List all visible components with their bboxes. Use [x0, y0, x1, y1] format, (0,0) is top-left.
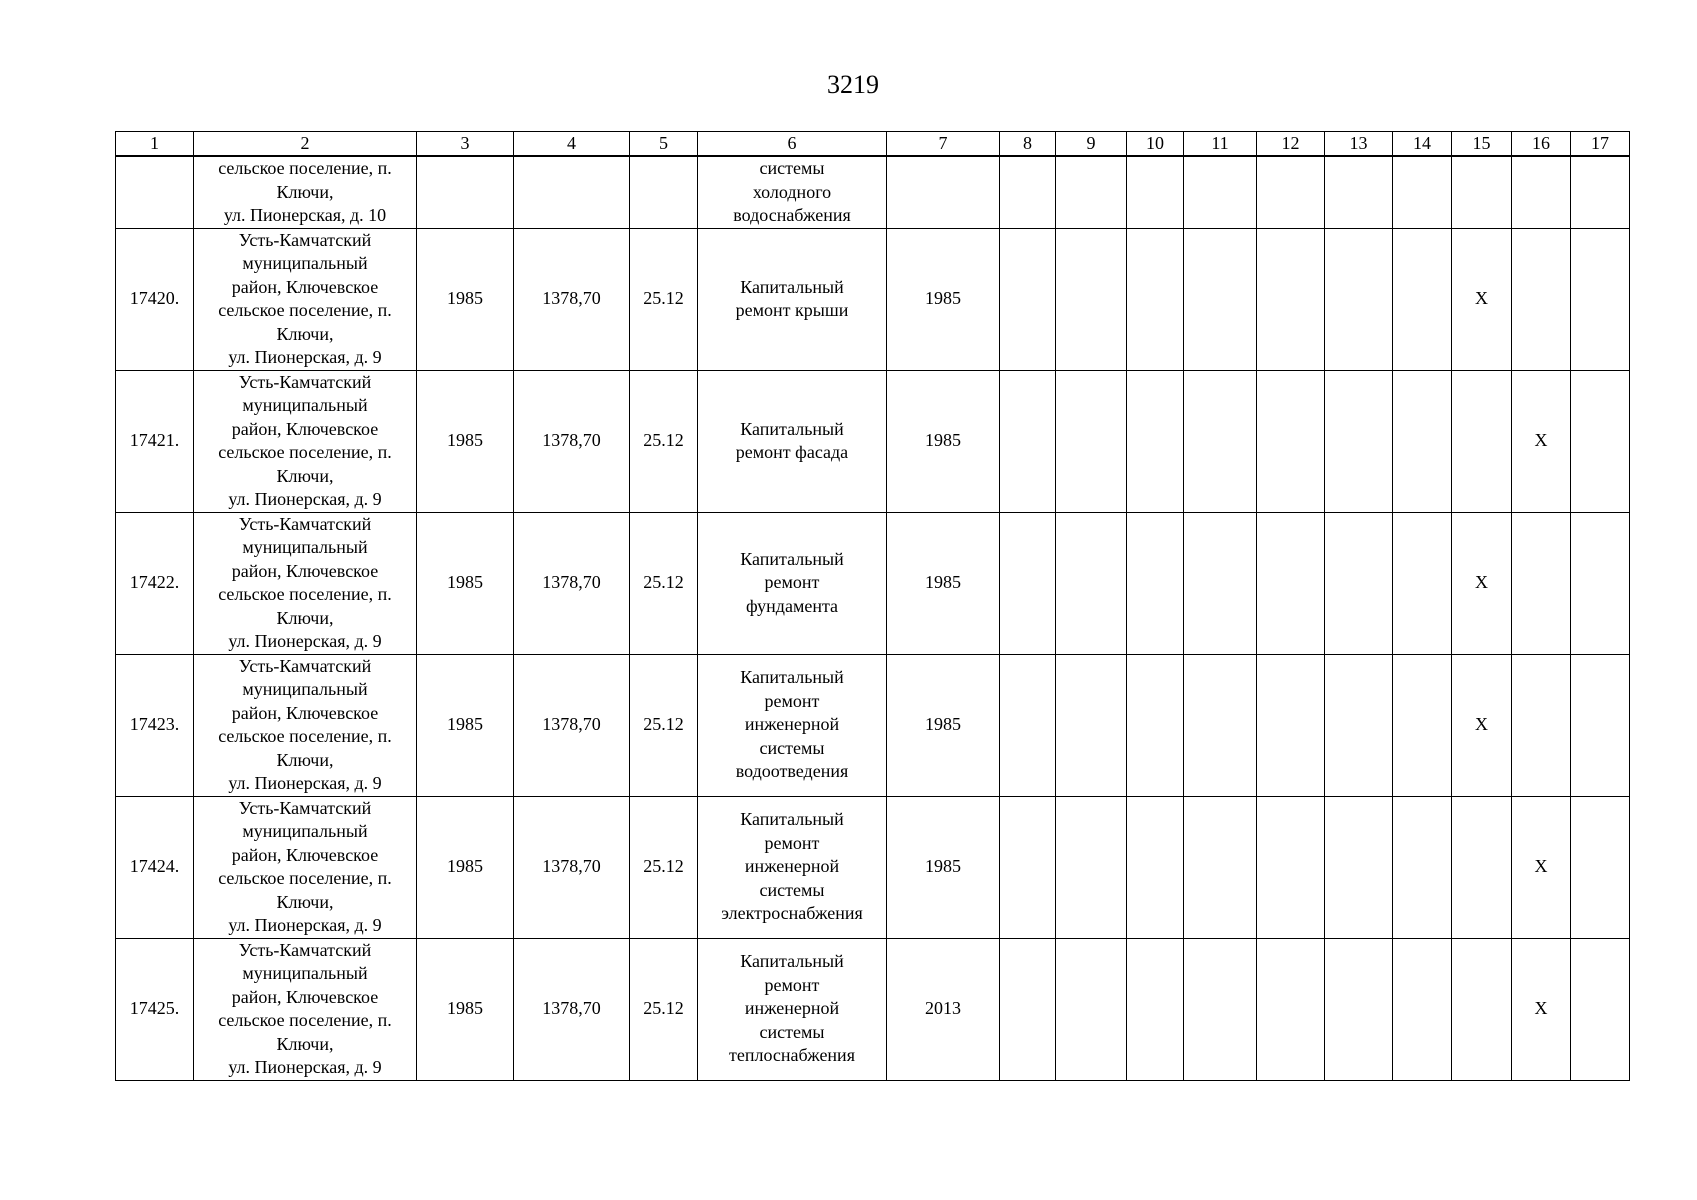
column-8-cell — [1000, 228, 1056, 370]
column-16-mark-cell — [1512, 370, 1571, 512]
area-text: 1378,70 — [542, 430, 601, 451]
row-number-cell — [116, 370, 194, 512]
row-number-cell — [116, 156, 194, 228]
column-header: 13 — [1325, 132, 1393, 157]
value-cell — [630, 370, 698, 512]
area-cell — [514, 654, 630, 796]
address-cell — [194, 370, 417, 512]
value-cell — [630, 796, 698, 938]
column-16-mark-text: X — [1534, 430, 1548, 451]
column-9-cell — [1056, 156, 1127, 228]
column-9-cell — [1056, 654, 1127, 796]
year-built-text: 1985 — [447, 288, 483, 309]
row-number-text: 17420. — [129, 288, 180, 309]
year-built-cell — [417, 654, 514, 796]
area-text: 1378,70 — [542, 714, 601, 735]
column-13-cell — [1325, 654, 1393, 796]
column-13-cell — [1325, 938, 1393, 1080]
column-12-cell — [1257, 156, 1325, 228]
column-16-mark-cell — [1512, 512, 1571, 654]
column-16-mark-cell — [1512, 156, 1571, 228]
table-row — [116, 512, 1630, 654]
column-header: 7 — [887, 132, 1000, 157]
value-cell — [630, 938, 698, 1080]
column-14-cell — [1393, 156, 1452, 228]
area-text: 1378,70 — [542, 998, 601, 1019]
work-type-text: Капитальный ремонт фундамента — [740, 548, 844, 616]
column-15-mark-text: X — [1475, 572, 1488, 593]
work-type-text: Капитальный ремонт крыши — [735, 276, 849, 320]
value-cell — [630, 654, 698, 796]
work-type-text: Капитальный ремонт инженерной системы теплоснабжения — [729, 951, 855, 1066]
column-14-cell — [1393, 370, 1452, 512]
column-12-cell — [1257, 370, 1325, 512]
year-built-cell — [417, 796, 514, 938]
row-number-cell — [116, 228, 194, 370]
row-number-text: 17425. — [129, 998, 180, 1019]
column-13-cell — [1325, 796, 1393, 938]
row-number-cell — [116, 654, 194, 796]
column-15-mark-cell — [1452, 370, 1512, 512]
column-header: 1 — [116, 132, 194, 157]
column-header: 5 — [630, 132, 698, 157]
column-15-mark-text: X — [1475, 288, 1488, 309]
address-text: Усть-Камчатский муниципальный район, Ключевское сельское поселение, п. Ключи, ул. Пионерская, д. 9 — [218, 939, 392, 1077]
address-cell — [194, 938, 417, 1080]
area-text: 1378,70 — [542, 572, 601, 593]
work-type-cell — [698, 228, 887, 370]
address-text: Усть-Камчатский муниципальный район, Ключевское сельское поселение, п. Ключи, ул. Пионерская, д. 9 — [218, 371, 392, 509]
column-9-cell — [1056, 796, 1127, 938]
column-14-cell — [1393, 512, 1452, 654]
column-17-cell — [1571, 512, 1630, 654]
value-cell — [630, 228, 698, 370]
column-10-cell — [1127, 228, 1184, 370]
column-12-cell — [1257, 228, 1325, 370]
value-text: 25.12 — [643, 714, 684, 735]
column-13-cell — [1325, 156, 1393, 228]
column-11-cell — [1184, 654, 1257, 796]
column-14-cell — [1393, 654, 1452, 796]
year-built-text: 1985 — [447, 430, 483, 451]
value-text: 25.12 — [643, 998, 684, 1019]
column-11-cell — [1184, 156, 1257, 228]
column-8-cell — [1000, 512, 1056, 654]
column-15-mark-cell — [1452, 512, 1512, 654]
work-type-cell — [698, 156, 887, 228]
column-11-cell — [1184, 228, 1257, 370]
column-header: 6 — [698, 132, 887, 157]
area-cell — [514, 512, 630, 654]
column-16-mark-text: X — [1534, 856, 1548, 877]
table-row — [116, 228, 1630, 370]
address-cell — [194, 228, 417, 370]
column-17-cell — [1571, 796, 1630, 938]
work-type-text: Капитальный ремонт инженерной системы электроснабжения — [721, 809, 863, 924]
value-text: 25.12 — [643, 572, 684, 593]
work-type-cell — [698, 512, 887, 654]
column-16-mark-cell — [1512, 228, 1571, 370]
column-8-cell — [1000, 156, 1056, 228]
work-year-text: 1985 — [925, 288, 961, 309]
column-15-mark-cell — [1452, 156, 1512, 228]
column-8-cell — [1000, 654, 1056, 796]
column-9-cell — [1056, 512, 1127, 654]
value-text: 25.12 — [643, 430, 684, 451]
column-12-cell — [1257, 654, 1325, 796]
column-14-cell — [1393, 796, 1452, 938]
work-type-text: Капитальный ремонт фасада — [735, 418, 849, 462]
address-text: сельское поселение, п. Ключи, ул. Пионерская, д. 10 — [218, 158, 392, 225]
column-header: 15 — [1452, 132, 1512, 157]
work-year-text: 1985 — [925, 714, 961, 735]
area-text: 1378,70 — [542, 288, 601, 309]
column-11-cell — [1184, 796, 1257, 938]
year-built-text: 1985 — [447, 572, 483, 593]
register-body — [116, 132, 1630, 1081]
area-cell — [514, 228, 630, 370]
work-year-cell — [887, 654, 1000, 796]
area-text: 1378,70 — [542, 856, 601, 877]
row-number-cell — [116, 938, 194, 1080]
column-12-cell — [1257, 796, 1325, 938]
year-built-cell — [417, 512, 514, 654]
work-year-cell — [887, 512, 1000, 654]
value-text: 25.12 — [643, 288, 684, 309]
column-16-mark-cell — [1512, 796, 1571, 938]
column-17-cell — [1571, 228, 1630, 370]
row-number-text: 17424. — [129, 856, 180, 877]
work-type-cell — [698, 796, 887, 938]
year-built-cell — [417, 370, 514, 512]
work-year-cell — [887, 796, 1000, 938]
column-header: 14 — [1393, 132, 1452, 157]
column-10-cell — [1127, 370, 1184, 512]
column-11-cell — [1184, 370, 1257, 512]
column-11-cell — [1184, 938, 1257, 1080]
column-15-mark-cell — [1452, 938, 1512, 1080]
column-11-cell — [1184, 512, 1257, 654]
value-text: 25.12 — [643, 856, 684, 877]
year-built-cell — [417, 938, 514, 1080]
page-number: 3219 — [827, 70, 879, 99]
area-cell — [514, 938, 630, 1080]
column-13-cell — [1325, 512, 1393, 654]
column-header: 3 — [417, 132, 514, 157]
table-row — [116, 796, 1630, 938]
column-14-cell — [1393, 228, 1452, 370]
address-text: Усть-Камчатский муниципальный район, Ключевское сельское поселение, п. Ключи, ул. Пионерская, д. 9 — [218, 797, 392, 935]
column-17-cell — [1571, 654, 1630, 796]
column-15-mark-cell — [1452, 654, 1512, 796]
year-built-text: 1985 — [447, 856, 483, 877]
column-8-cell — [1000, 938, 1056, 1080]
column-12-cell — [1257, 938, 1325, 1080]
column-10-cell — [1127, 156, 1184, 228]
column-16-mark-text: X — [1534, 998, 1548, 1019]
address-cell — [194, 796, 417, 938]
address-cell — [194, 156, 417, 228]
column-header: 11 — [1184, 132, 1257, 157]
column-17-cell — [1571, 938, 1630, 1080]
table-row — [116, 654, 1630, 796]
address-text: Усть-Камчатский муниципальный район, Ключевское сельское поселение, п. Ключи, ул. Пионерская, д. 9 — [218, 513, 392, 651]
year-built-cell — [417, 156, 514, 228]
column-header: 2 — [194, 132, 417, 157]
column-header: 4 — [514, 132, 630, 157]
table-row — [116, 156, 1630, 228]
column-16-mark-cell — [1512, 654, 1571, 796]
column-header: 16 — [1512, 132, 1571, 157]
area-cell — [514, 796, 630, 938]
table-row — [116, 370, 1630, 512]
column-number-row — [116, 132, 1630, 157]
column-9-cell — [1056, 370, 1127, 512]
column-15-mark-cell — [1452, 228, 1512, 370]
column-9-cell — [1056, 938, 1127, 1080]
area-cell — [514, 370, 630, 512]
column-15-mark-cell — [1452, 796, 1512, 938]
work-type-cell — [698, 370, 887, 512]
value-cell — [630, 156, 698, 228]
column-8-cell — [1000, 370, 1056, 512]
column-17-cell — [1571, 156, 1630, 228]
row-number-cell — [116, 796, 194, 938]
row-number-text: 17421. — [129, 430, 180, 451]
column-10-cell — [1127, 654, 1184, 796]
column-header: 12 — [1257, 132, 1325, 157]
work-year-text: 1985 — [925, 856, 961, 877]
row-number-cell — [116, 512, 194, 654]
work-year-cell — [887, 370, 1000, 512]
column-header: 17 — [1571, 132, 1630, 157]
column-header: 8 — [1000, 132, 1056, 157]
column-13-cell — [1325, 370, 1393, 512]
address-cell — [194, 512, 417, 654]
address-text: Усть-Камчатский муниципальный район, Ключевское сельское поселение, п. Ключи, ул. Пионерская, д. 9 — [218, 655, 392, 793]
column-10-cell — [1127, 796, 1184, 938]
area-cell — [514, 156, 630, 228]
row-number-text: 17422. — [129, 572, 180, 593]
work-year-cell — [887, 156, 1000, 228]
work-year-cell — [887, 228, 1000, 370]
table-row — [116, 938, 1630, 1080]
work-type-text: Капитальный ремонт инженерной системы водоотведения — [735, 667, 849, 782]
column-13-cell — [1325, 228, 1393, 370]
column-header: 9 — [1056, 132, 1127, 157]
work-year-text: 1985 — [925, 572, 961, 593]
register-table — [115, 131, 1630, 1081]
year-built-text: 1985 — [447, 998, 483, 1019]
column-8-cell — [1000, 796, 1056, 938]
value-cell — [630, 512, 698, 654]
work-year-text: 1985 — [925, 430, 961, 451]
work-type-cell — [698, 654, 887, 796]
column-14-cell — [1393, 938, 1452, 1080]
column-16-mark-cell — [1512, 938, 1571, 1080]
work-type-cell — [698, 938, 887, 1080]
year-built-text: 1985 — [447, 714, 483, 735]
column-12-cell — [1257, 512, 1325, 654]
row-number-text: 17423. — [129, 714, 180, 735]
column-9-cell — [1056, 228, 1127, 370]
column-17-cell — [1571, 370, 1630, 512]
work-year-cell — [887, 938, 1000, 1080]
address-text: Усть-Камчатский муниципальный район, Ключевское сельское поселение, п. Ключи, ул. Пионерская, д. 9 — [218, 229, 392, 367]
column-header: 10 — [1127, 132, 1184, 157]
column-10-cell — [1127, 512, 1184, 654]
address-cell — [194, 654, 417, 796]
work-type-text: системы холодного водоснабжения — [733, 158, 851, 225]
column-15-mark-text: X — [1475, 714, 1488, 735]
column-10-cell — [1127, 938, 1184, 1080]
work-year-text: 2013 — [925, 998, 961, 1019]
year-built-cell — [417, 228, 514, 370]
